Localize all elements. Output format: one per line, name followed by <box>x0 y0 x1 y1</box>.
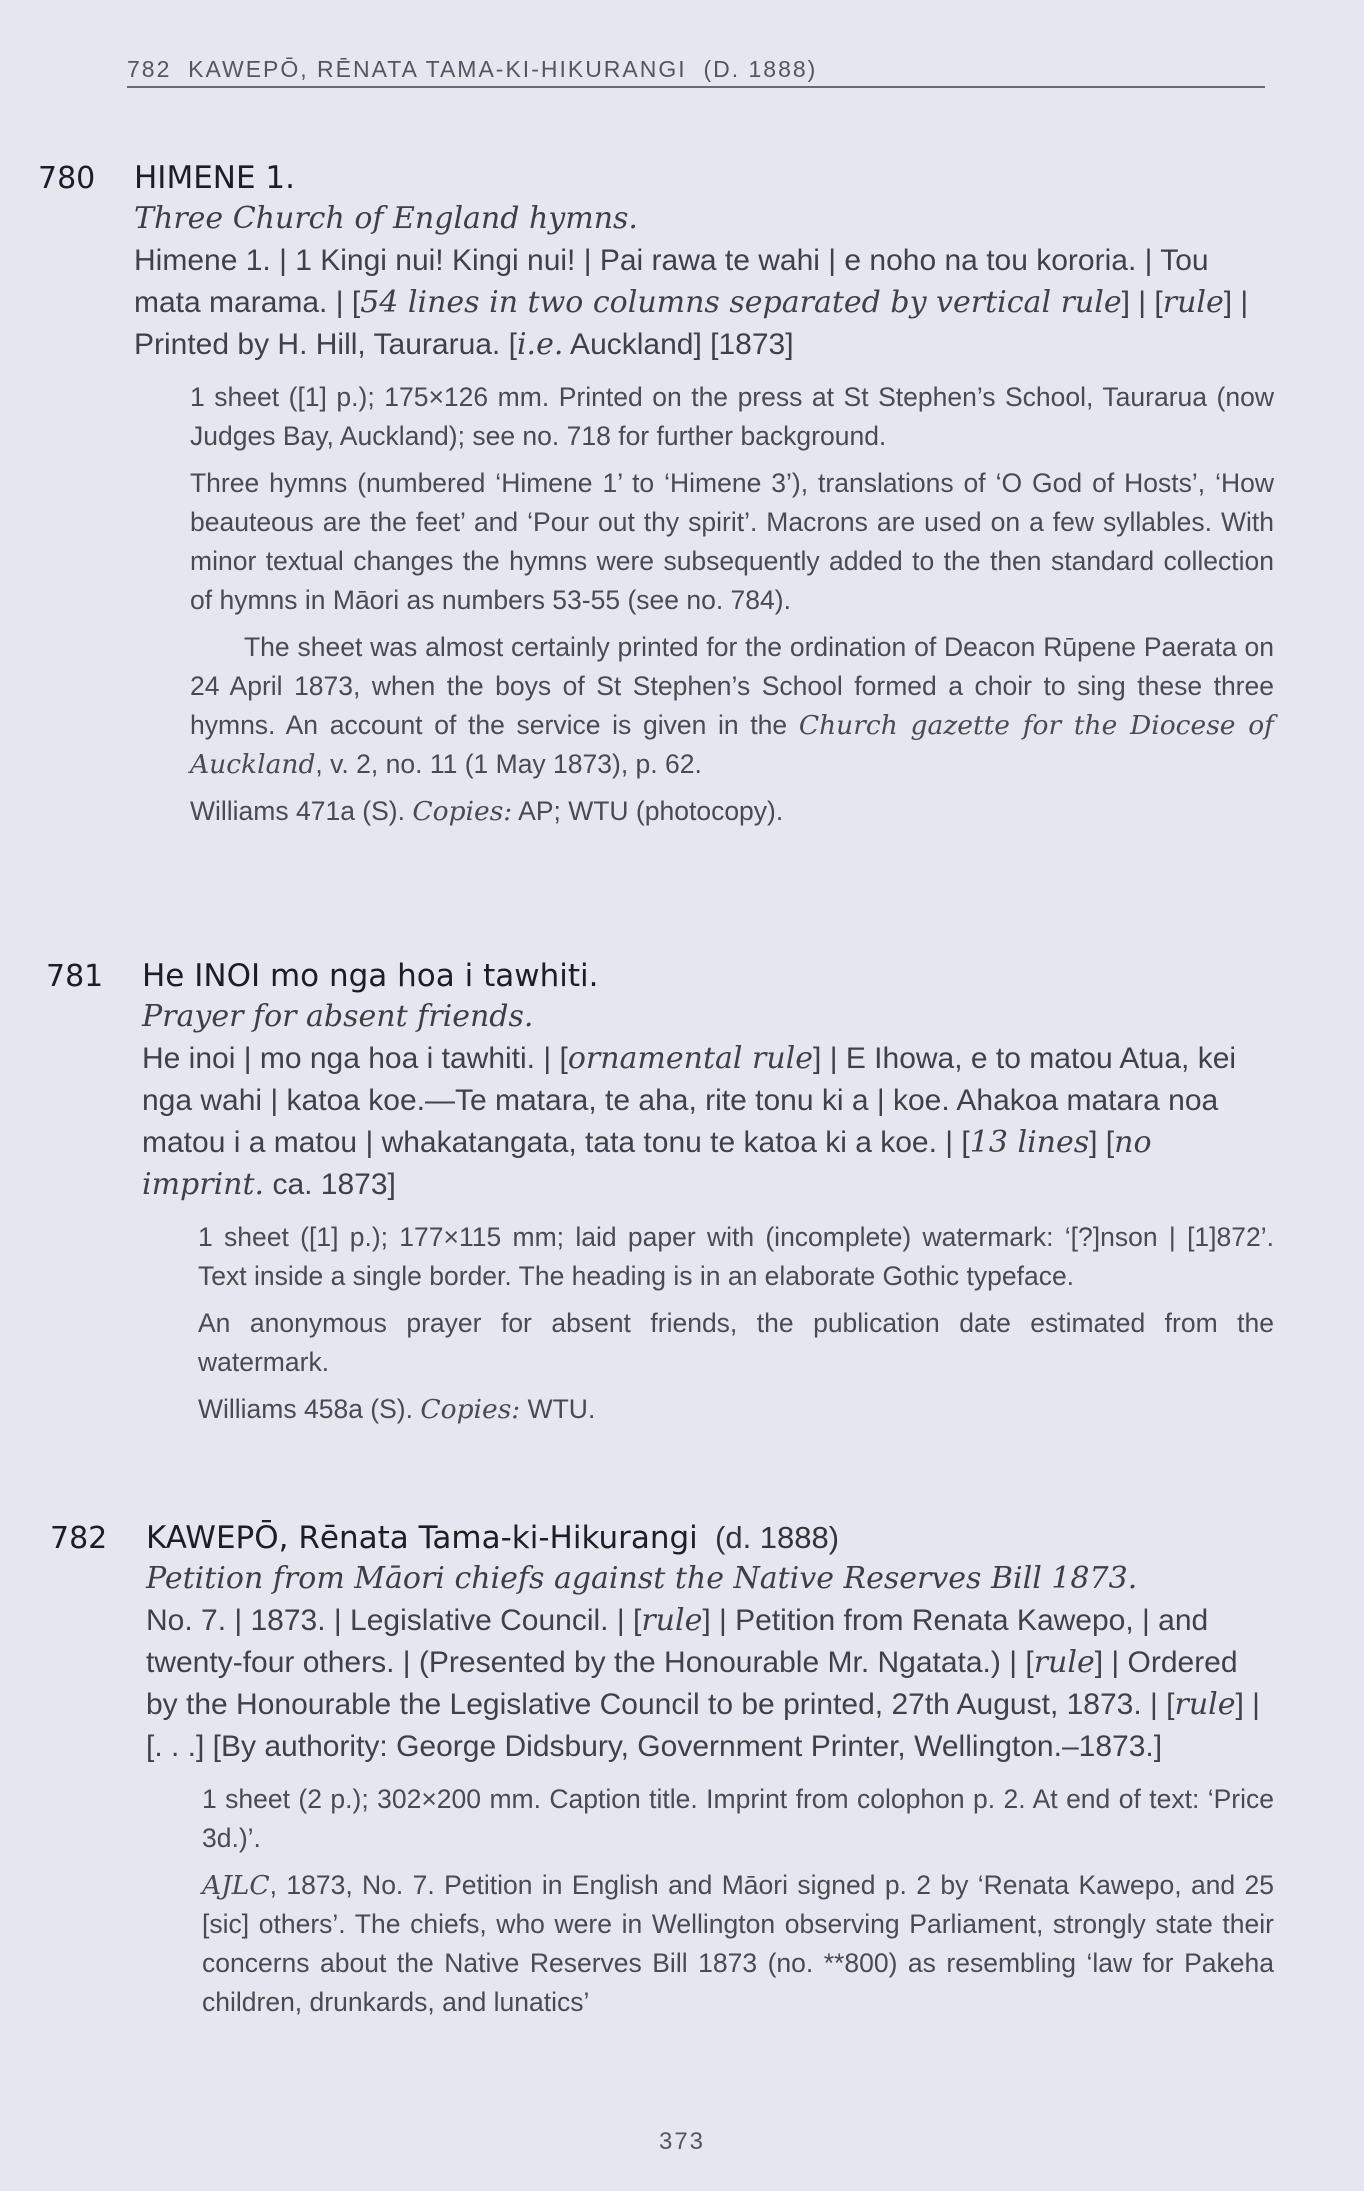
running-head <box>127 56 817 83</box>
entry-notes <box>202 1780 1274 2022</box>
note-paragraph: Three hymns (numbered ‘Himene 1’ to ‘Himene 3’), translations of ‘O God of Hosts’, ‘How beauteous are the feet’ and ‘Pour out thy spirit’. Macrons are used on a few syllables. With minor textual changes the hymns were subsequently added to the then standard collection of hymns in Māori as numbers 53-55 (see no. 784). <box>190 468 1274 615</box>
entry-782 <box>50 1520 1274 2030</box>
entry-title: He INOI mo nga hoa i tawhiti. <box>142 958 599 994</box>
physical-description: 1 sheet ([1] p.); 175×126 mm. Printed on the press at St Stephen’s School, Taurarua (now Judges Bay, Auckland); see no. 718 for further background. <box>190 382 1274 451</box>
running-head-page-ref: 782 <box>127 56 172 82</box>
note-paragraph: An anonymous prayer for absent friends, the publication date estimated from the watermark. <box>198 1308 1274 1377</box>
entry-title: HIMENE 1. <box>134 160 295 196</box>
entry-transcription: Himene 1. | 1 Kingi nui! Kingi nui! | Pai rawa te wahi | e noho na tou kororia. | Tou mata marama. | [54 lines in two columns separated by vertical rule] | [rule] | Printed by H. Hill, Taurarua. [i.e. Auckland] [1873] <box>134 244 1249 362</box>
note-paragraph: AJLC, 1873, No. 7. Petition in English and Māori signed p. 2 by ‘Renata Kawepo, and 25 [sic] others’. The chiefs, who were in Wellington observing Parliament, strongly state their concerns about the Native Reserves Bill 1873 (no. **800) as resembling ‘law for Pakeha children, drunkards, and lunatics’ <box>202 1870 1274 2017</box>
entry-subtitle: Three Church of England hymns. <box>134 201 638 236</box>
entry-heading <box>38 160 1274 196</box>
note-paragraph: The sheet was almost certainly printed for the ordination of Deacon Rūpene Paerata on 24 April 1873, when the boys of St Stephen’s School formed a choir to sing these three hymns. An account of the service is given in the Church gazette for the Diocese of Auckland, v. 2, no. 11 (1 May 1873), p. 62. <box>190 632 1274 780</box>
entry-date: (d. 1888) <box>715 1520 840 1555</box>
entry-heading <box>46 958 1274 994</box>
entry-number: 781 <box>46 959 104 994</box>
physical-description: 1 sheet (2 p.); 302×200 mm. Caption title. Imprint from colophon p. 2. At end of text: ‘Price 3d.)’. <box>202 1784 1274 1853</box>
entry-number: 782 <box>50 1521 108 1556</box>
running-head-date: (D. 1888) <box>703 56 818 82</box>
entry-heading <box>50 1520 1274 1556</box>
entry-notes <box>190 378 1274 831</box>
entry-781 <box>46 958 1274 1437</box>
copies-line: Williams 471a (S). Copies: AP; WTU (photocopy). <box>190 796 784 827</box>
entry-transcription: No. 7. | 1873. | Legislative Council. | [rule] | Petition from Renata Kawepo, | and twenty-four others. | (Presented by the Honourable Mr. Ngatata.) | [rule] | Ordered by the Honourable the Legislative Council to be printed, 27th August, 1873. | [rule] | [. . .] [By authority: George Didsbury, Government Printer, Wellington.–1873.] <box>146 1603 1260 1763</box>
entry-number: 780 <box>38 161 96 196</box>
entry-title: KAWEPŌ, Rēnata Tama-ki-Hikurangi <box>146 1520 698 1556</box>
copies-line: Williams 458a (S). Copies: WTU. <box>198 1394 596 1425</box>
header-rule <box>127 86 1265 88</box>
page-number: 373 <box>658 2128 706 2155</box>
physical-description: 1 sheet ([1] p.); 177×115 mm; laid paper with (incomplete) watermark: ‘[?]nson | [1]872’. Text inside a single border. The heading is in an elaborate Gothic typeface. <box>198 1222 1274 1291</box>
entry-subtitle: Petition from Māori chiefs against the Native Reserves Bill 1873. <box>146 1561 1138 1596</box>
running-head-title: KAWEPŌ, RĒNATA TAMA-KI-HIKURANGI <box>188 56 687 82</box>
entry-notes <box>198 1218 1274 1429</box>
entry-subtitle: Prayer for absent friends. <box>142 999 534 1034</box>
entry-780 <box>38 160 1274 839</box>
entry-transcription: He inoi | mo nga hoa i tawhiti. | [ornamental rule] | E Ihowa, e to matou Atua, kei nga wahi | katoa koe.—Te matara, te aha, rite tonu ki a | koe. Ahakoa matara noa matou i a matou | whakatangata, tata tonu te katoa ki a koe. | [13 lines] [no imprint. ca. 1873] <box>142 1041 1237 1202</box>
